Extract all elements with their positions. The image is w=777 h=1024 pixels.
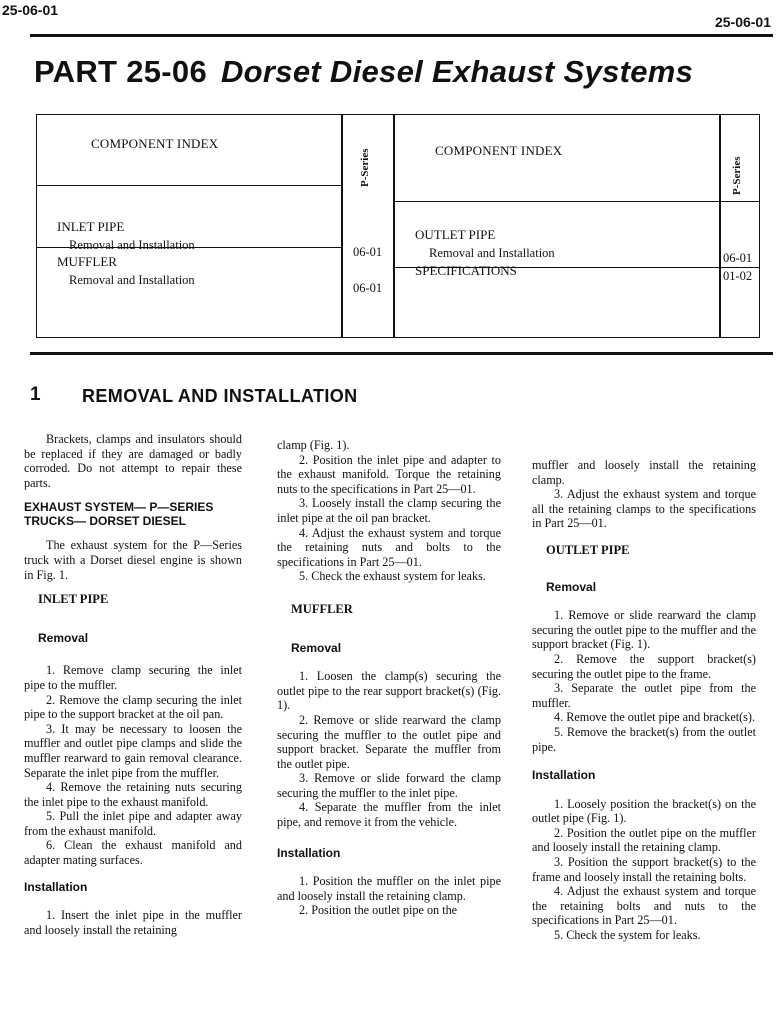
index-entry-outlet-pipe: OUTLET PIPE [415, 227, 496, 242]
index-entry-sub: Removal and Installation [429, 246, 555, 260]
top-rule [30, 34, 773, 37]
index-heading-right: COMPONENT INDEX [435, 143, 563, 158]
table-divider [719, 115, 721, 337]
step: 1. Remove or slide rearward the clamp securing the outlet pipe to the muffler and the support bracket (Fig. 1). [532, 608, 756, 652]
section-title: REMOVAL AND INSTALLATION [82, 386, 358, 406]
step: 2. Remove the clamp securing the inlet pipe to the support bracket at the oil pan. [24, 692, 242, 722]
step: 1. Position the muffler on the inlet pipe and loosely install the retaining clamp. [277, 874, 501, 903]
step: 2. Position the outlet pipe on the [299, 903, 458, 918]
muffler-heading: MUFFLER [291, 601, 353, 616]
table-rule [37, 185, 341, 186]
index-page: 06-01 [723, 251, 753, 265]
table-divider [393, 115, 395, 337]
step: 2. Position the outlet pipe on the muffler and loosely install the retaining clamp. [532, 825, 756, 855]
installation-heading: Installation [24, 879, 88, 894]
index-heading-left: COMPONENT INDEX [91, 136, 219, 151]
step: 3. Remove or slide forward the clamp securing the muffler to the inlet pipe. [277, 771, 501, 800]
component-index-table [36, 114, 760, 338]
removal-heading: Removal [546, 579, 597, 594]
text-column-1 [24, 432, 242, 937]
title-part: PART 25-06 [34, 54, 207, 89]
step: 2. Remove or slide rearward the clamp securing the muffler to the outlet pipe and support bracket. Separate the muffler from the outlet pipe. [277, 712, 501, 771]
inlet-pipe-heading: INLET PIPE [38, 592, 109, 607]
continuation: muffler and loosely install the retaining clamp. [532, 458, 756, 487]
subhead: EXHAUST SYSTEM— P—SERIES [24, 500, 214, 515]
page-title [34, 54, 693, 90]
installation-heading: Installation [532, 768, 596, 783]
step: 4. Adjust the exhaust system and torque the retaining bolts and nuts to the specifications in Part 25—01. [532, 884, 756, 928]
installation-heading: Installation [277, 845, 341, 860]
index-page: 06-01 [353, 245, 383, 259]
subhead: TRUCKS— DORSET DIESEL [24, 514, 187, 529]
step: 4. Adjust the exhaust system and torque the retaining nuts and bolts to the specifications in Part 25—01. [277, 525, 501, 569]
index-entry-inlet-pipe: INLET PIPE [57, 219, 125, 234]
step: 5. Check the system for leaks. [554, 928, 701, 943]
removal-heading: Removal [291, 640, 342, 655]
step: 3. Position the support bracket(s) to the frame and loosely install the retaining bolts. [532, 855, 756, 884]
description-paragraph: The exhaust system for the P—Series truck with a Dorset diesel engine is shown in Fig. 1. [24, 538, 242, 582]
text-column-2 [277, 438, 501, 918]
step: 6. Clean the exhaust manifold and adapter mating surfaces. [24, 838, 242, 868]
index-page: 06-01 [353, 281, 383, 295]
step: 2. Remove the support bracket(s) securing the outlet pipe to the frame. [532, 651, 756, 681]
continuation: clamp (Fig. 1). [277, 438, 350, 452]
step: 1. Loosen the clamp(s) securing the outlet pipe to the rear support bracket(s) (Fig. 1). [277, 669, 501, 713]
step: 1. Insert the inlet pipe in the muffler and loosely install the retaining [24, 908, 242, 937]
step: 4. Remove the retaining nuts securing the inlet pipe to the exhaust manifold. [24, 780, 242, 809]
step: 3. It may be necessary to loosen the muffler and outlet pipe clamps and slide the muffler rearward to gain removal clearance. Separate the inlet pipe from the muffler. [24, 721, 242, 780]
index-entry-sub: Removal and Installation [69, 238, 195, 252]
intro-paragraph: Brackets, clamps and insulators should be replaced if they are damaged or badly corroded. Do not attempt to repair these parts. [24, 432, 242, 490]
removal-heading: Removal [38, 630, 89, 645]
outlet-pipe-heading: OUTLET PIPE [546, 542, 630, 557]
step: 4. Remove the outlet pipe and bracket(s). [554, 710, 756, 725]
step: 2. Position the inlet pipe and adapter to the exhaust manifold. Torque the retaining nuts to the specifications in Part 25—01. [277, 452, 501, 496]
step: 5. Pull the inlet pipe and adapter away from the exhaust manifold. [24, 809, 242, 838]
step: 5. Remove the bracket(s) from the outlet pipe. [532, 724, 756, 754]
series-label-left: P-Series [359, 148, 371, 187]
section-rule [30, 352, 773, 355]
index-page: 01-02 [723, 269, 753, 283]
step: 3. Loosely install the clamp securing the inlet pipe at the oil pan bracket. [277, 496, 501, 525]
section-number: 1 [30, 384, 41, 405]
step: 1. Remove clamp securing the inlet pipe to the muffler. [24, 663, 242, 692]
series-label-right: P-Series [731, 156, 743, 195]
step: 5. Check the exhaust system for leaks. [299, 569, 486, 584]
title-name: Dorset Diesel Exhaust Systems [221, 54, 694, 89]
table-divider [341, 115, 343, 337]
table-rule [393, 201, 759, 202]
page-code-left: 25-06-01 [2, 2, 59, 18]
index-entry-muffler: MUFFLER [57, 254, 117, 269]
text-column-3 [532, 458, 756, 943]
index-entry-sub: Removal and Installation [69, 273, 195, 287]
step: 3. Separate the outlet pipe from the muffler. [532, 681, 756, 710]
step: 3. Adjust the exhaust system and torque all the retaining clamps to the specifications in Part 25—01. [532, 487, 756, 531]
page-code-right: 25-06-01 [714, 14, 771, 30]
index-entry-specifications: SPECIFICATIONS [415, 263, 517, 278]
step: 1. Loosely position the bracket(s) on the outlet pipe (Fig. 1). [532, 796, 756, 826]
step: 4. Separate the muffler from the inlet pipe, and remove it from the vehicle. [277, 800, 501, 830]
